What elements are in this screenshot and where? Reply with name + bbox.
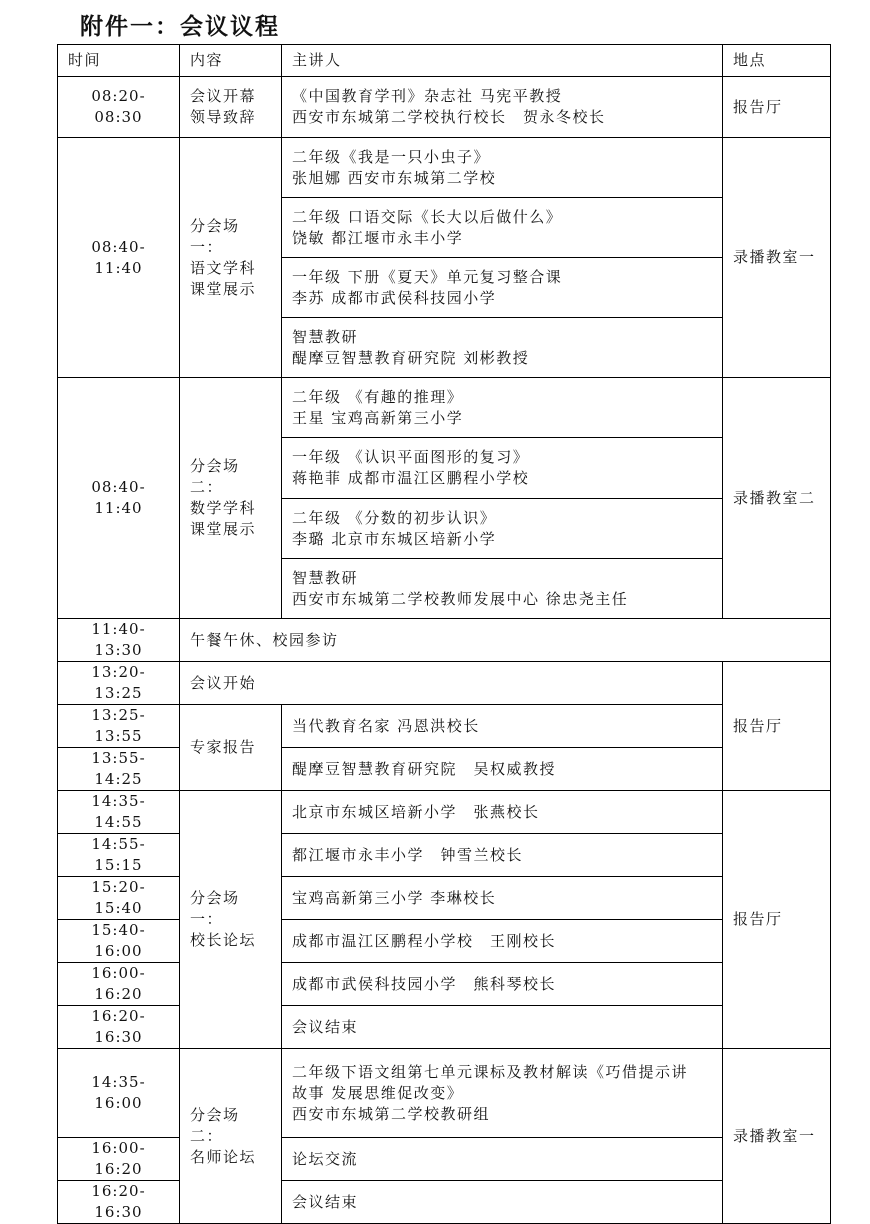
math-item — [282, 378, 723, 438]
lunch-time: 11:40-13:30 — [58, 619, 180, 662]
math-venue: 录播教室二 — [723, 378, 831, 619]
header-row — [58, 45, 831, 77]
teacher-row — [58, 1049, 831, 1138]
teacher-content — [180, 1049, 282, 1224]
principal-speaker: 会议结束 — [282, 1006, 723, 1049]
opening-row — [58, 77, 831, 138]
teacher-speaker: 会议结束 — [282, 1181, 723, 1224]
chinese-item-line: 二年级《我是一只小虫子》 — [292, 147, 491, 166]
teacher-item-line: 西安市东城第二学校教研组 — [292, 1104, 491, 1123]
principal-content-line: 校长论坛 — [190, 931, 257, 949]
chinese-item — [282, 258, 723, 318]
afternoon-start-text: 会议开始 — [180, 662, 723, 705]
principal-row — [58, 877, 831, 920]
principal-time: 15:20-15:40 — [58, 877, 180, 920]
principal-venue: 报告厅 — [723, 791, 831, 1049]
principal-content — [180, 791, 282, 1049]
math-item-line: 王星 宝鸡高新第三小学 — [292, 408, 464, 427]
chinese-item-line: 饶敏 都江堰市永丰小学 — [292, 228, 464, 247]
teacher-content-line: 分会场二： — [190, 1105, 240, 1145]
chinese-item — [282, 198, 723, 258]
chinese-content-line: 课堂展示 — [190, 279, 257, 298]
principal-speaker: 宝鸡高新第三小学 李琳校长 — [282, 877, 723, 920]
header-content: 内容 — [180, 45, 282, 77]
opening-speaker-line: 西安市东城第二学校执行校长 贺永冬校长 — [292, 108, 606, 126]
chinese-item-line: 一年级 下册《夏天》单元复习整合课 — [292, 267, 563, 286]
opening-speaker-line: 《中国教育学刊》杂志社 马宪平教授 — [292, 87, 563, 105]
page-title: 附件一：会议议程 — [80, 14, 280, 40]
teacher-time: 14:35-16:00 — [58, 1049, 180, 1138]
math-item — [282, 438, 723, 499]
teacher-time: 16:00-16:20 — [58, 1138, 180, 1181]
expert-label: 专家报告 — [180, 705, 282, 791]
opening-content — [180, 77, 282, 138]
teacher-row — [58, 1181, 831, 1224]
expert-time: 13:25-13:55 — [58, 705, 180, 748]
math-content-line: 课堂展示 — [190, 520, 257, 538]
expert-time: 13:55-14:25 — [58, 748, 180, 791]
math-content-line: 数学学科 — [190, 499, 257, 517]
chinese-item-line: 李苏 成都市武侯科技园小学 — [292, 288, 497, 307]
chinese-item — [282, 318, 723, 378]
math-time: 08:40-11:40 — [58, 378, 180, 619]
teacher-item-line: 二年级下语文组第七单元课标及教材解读《巧借提示讲 — [292, 1062, 689, 1081]
principal-row — [58, 791, 831, 834]
afternoon-row — [58, 705, 831, 748]
expert-speaker: 醍摩豆智慧教育研究院 吴权威教授 — [282, 748, 723, 791]
principal-time: 15:40-16:00 — [58, 920, 180, 963]
expert-speaker: 当代教育名家 冯恩洪校长 — [282, 705, 723, 748]
math-row — [58, 378, 831, 438]
math-item-line: 二年级 《分数的初步认识》 — [292, 508, 497, 527]
math-item-line: 二年级 《有趣的推理》 — [292, 387, 464, 406]
principal-speaker: 成都市武侯科技园小学 熊科琴校长 — [282, 963, 723, 1006]
opening-venue: 报告厅 — [723, 77, 831, 138]
principal-row — [58, 920, 831, 963]
agenda-table — [57, 44, 831, 1224]
teacher-content-line: 名师论坛 — [190, 1147, 257, 1166]
header-venue: 地点 — [723, 45, 831, 77]
math-content — [180, 378, 282, 619]
principal-time: 16:20-16:30 — [58, 1006, 180, 1049]
principal-time: 14:35-14:55 — [58, 791, 180, 834]
teacher-venue: 录播教室一 — [723, 1049, 831, 1224]
chinese-item-line: 智慧教研 — [292, 327, 359, 346]
principal-row — [58, 834, 831, 877]
math-item-line: 李璐 北京市东城区培新小学 — [292, 529, 497, 548]
lunch-row — [58, 619, 831, 662]
teacher-speaker: 论坛交流 — [282, 1138, 723, 1181]
opening-time: 08:20-08:30 — [58, 77, 180, 138]
chinese-time: 08:40-11:40 — [58, 138, 180, 378]
math-content-line: 分会场二： — [190, 457, 240, 496]
principal-speaker: 成都市温江区鹏程小学校 王刚校长 — [282, 920, 723, 963]
opening-content-line: 领导致辞 — [190, 108, 257, 126]
math-item-line: 一年级 《认识平面图形的复习》 — [292, 448, 530, 466]
teacher-item-line: 故事 发展思维促改变》 — [292, 1083, 464, 1102]
chinese-content-line: 语文学科 — [190, 258, 257, 277]
chinese-item-line: 张旭娜 西安市东城第二学校 — [292, 168, 497, 187]
teacher-first-item — [282, 1049, 723, 1138]
opening-content-line: 会议开幕 — [190, 87, 257, 105]
chinese-content — [180, 138, 282, 378]
math-item-line: 蒋艳菲 成都市温江区鹏程小学校 — [292, 469, 530, 487]
lunch-text: 午餐午休、校园参访 — [180, 619, 831, 662]
principal-row — [58, 1006, 831, 1049]
chinese-item — [282, 138, 723, 198]
chinese-item-line: 二年级 口语交际《长大以后做什么》 — [292, 207, 563, 226]
chinese-venue: 录播教室一 — [723, 138, 831, 378]
principal-time: 16:00-16:20 — [58, 963, 180, 1006]
math-item-line: 智慧教研 — [292, 568, 359, 587]
afternoon-venue: 报告厅 — [723, 662, 831, 791]
afternoon-start-time: 13:20-13:25 — [58, 662, 180, 705]
principal-content-line: 分会场一： — [190, 889, 240, 928]
principal-row — [58, 963, 831, 1006]
math-item-line: 西安市东城第二学校教师发展中心 徐忠尧主任 — [292, 589, 629, 608]
chinese-row — [58, 138, 831, 198]
opening-speaker — [282, 77, 723, 138]
math-item — [282, 559, 723, 619]
header-time: 时间 — [58, 45, 180, 77]
chinese-item-line: 醍摩豆智慧教育研究院 刘彬教授 — [292, 348, 530, 367]
teacher-row — [58, 1138, 831, 1181]
afternoon-row — [58, 748, 831, 791]
header-speaker: 主讲人 — [282, 45, 723, 77]
principal-speaker: 都江堰市永丰小学 钟雪兰校长 — [282, 834, 723, 877]
math-item — [282, 499, 723, 559]
principal-time: 14:55-15:15 — [58, 834, 180, 877]
chinese-content-line: 分会场一： — [190, 216, 240, 256]
afternoon-row — [58, 662, 831, 705]
principal-speaker: 北京市东城区培新小学 张燕校长 — [282, 791, 723, 834]
teacher-time: 16:20-16:30 — [58, 1181, 180, 1224]
